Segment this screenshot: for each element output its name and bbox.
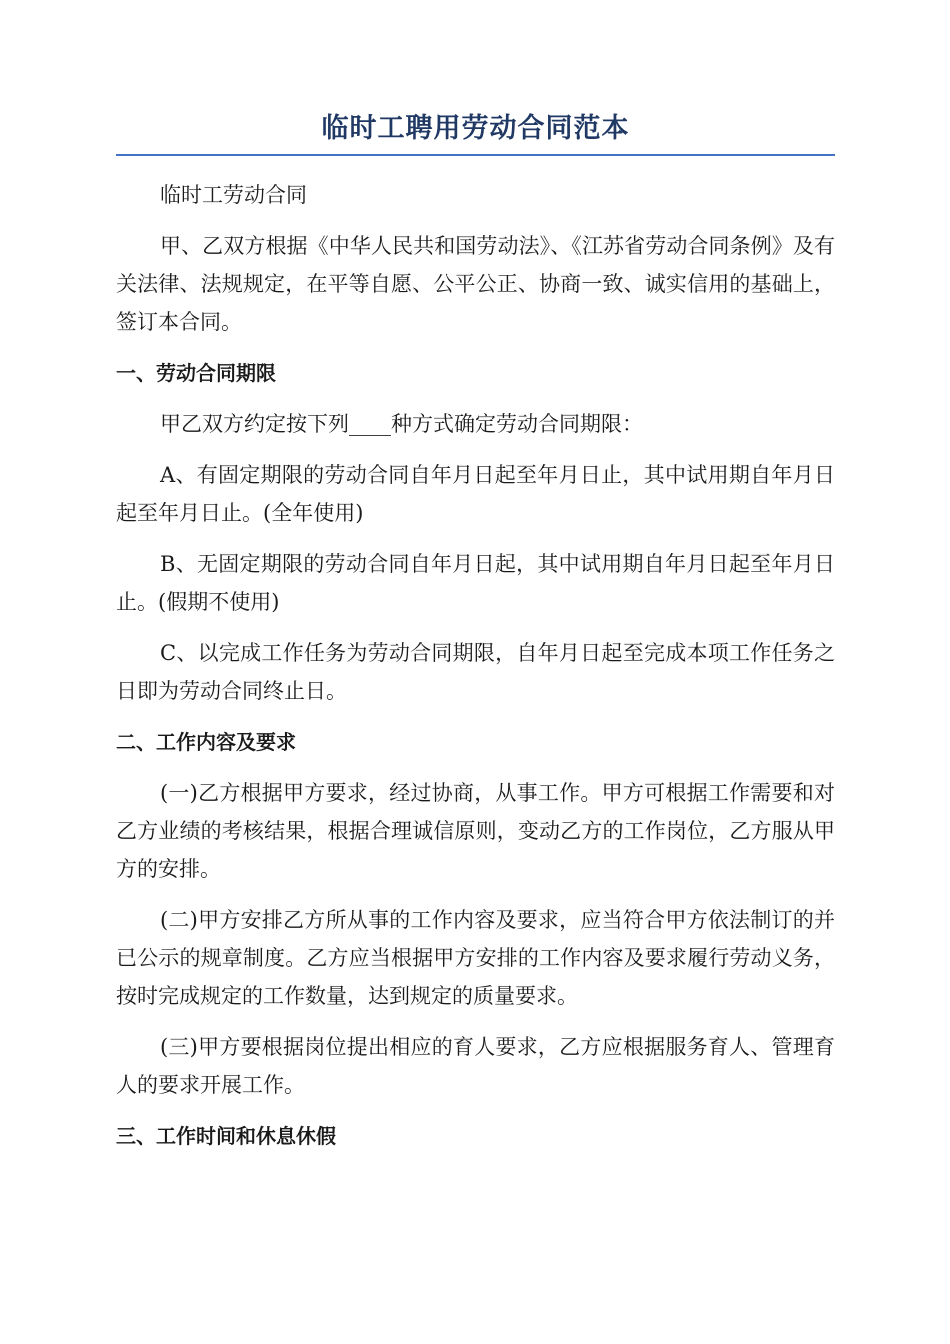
section2-paragraph-1: (一)乙方根据甲方要求，经过协商，从事工作。甲方可根据工作需要和对乙方业绩的考核结果，根据合理诚信原则，变动乙方的工作岗位，乙方服从甲方的安排。: [116, 781, 835, 881]
section1-paragraph-c: C、以完成工作任务为劳动合同期限，自年月日起至完成本项工作任务之日即为劳动合同终止日。: [116, 641, 835, 703]
section1-paragraph-1: 甲乙双方约定按下列____种方式确定劳动合同期限：: [160, 412, 643, 436]
section-heading-work-content: 二、工作内容及要求: [116, 730, 296, 754]
document-title: 临时工聘用劳动合同范本: [116, 112, 835, 156]
section-heading-contract-term: 一、劳动合同期限: [116, 361, 276, 385]
document-page: [116, 112, 835, 1168]
section1-paragraph-a: A、有固定期限的劳动合同自年月日起至年月日止，其中试用期自年月日起至年月日止。(全年使用): [116, 463, 835, 525]
section1-paragraph-b: B、无固定期限的劳动合同自年月日起，其中试用期自年月日起至年月日止。(假期不使用): [116, 552, 835, 614]
contract-subtitle: 临时工劳动合同: [160, 183, 307, 207]
intro-paragraph: 甲、乙双方根据《中华人民共和国劳动法》、《江苏省劳动合同条例》及有关法律、法规规定，在平等自愿、公平公正、协商一致、诚实信用的基础上，签订本合同。: [116, 234, 835, 334]
section2-paragraph-3: (三)甲方要根据岗位提出相应的育人要求，乙方应根据服务育人、管理育人的要求开展工作。: [116, 1035, 835, 1097]
section2-paragraph-2: (二)甲方安排乙方所从事的工作内容及要求，应当符合甲方依法制订的并已公示的规章制度。乙方应当根据甲方安排的工作内容及要求履行劳动义务，按时完成规定的工作数量，达到规定的质量要求。: [116, 908, 835, 1008]
section-heading-work-hours: 三、工作时间和休息休假: [116, 1124, 336, 1148]
